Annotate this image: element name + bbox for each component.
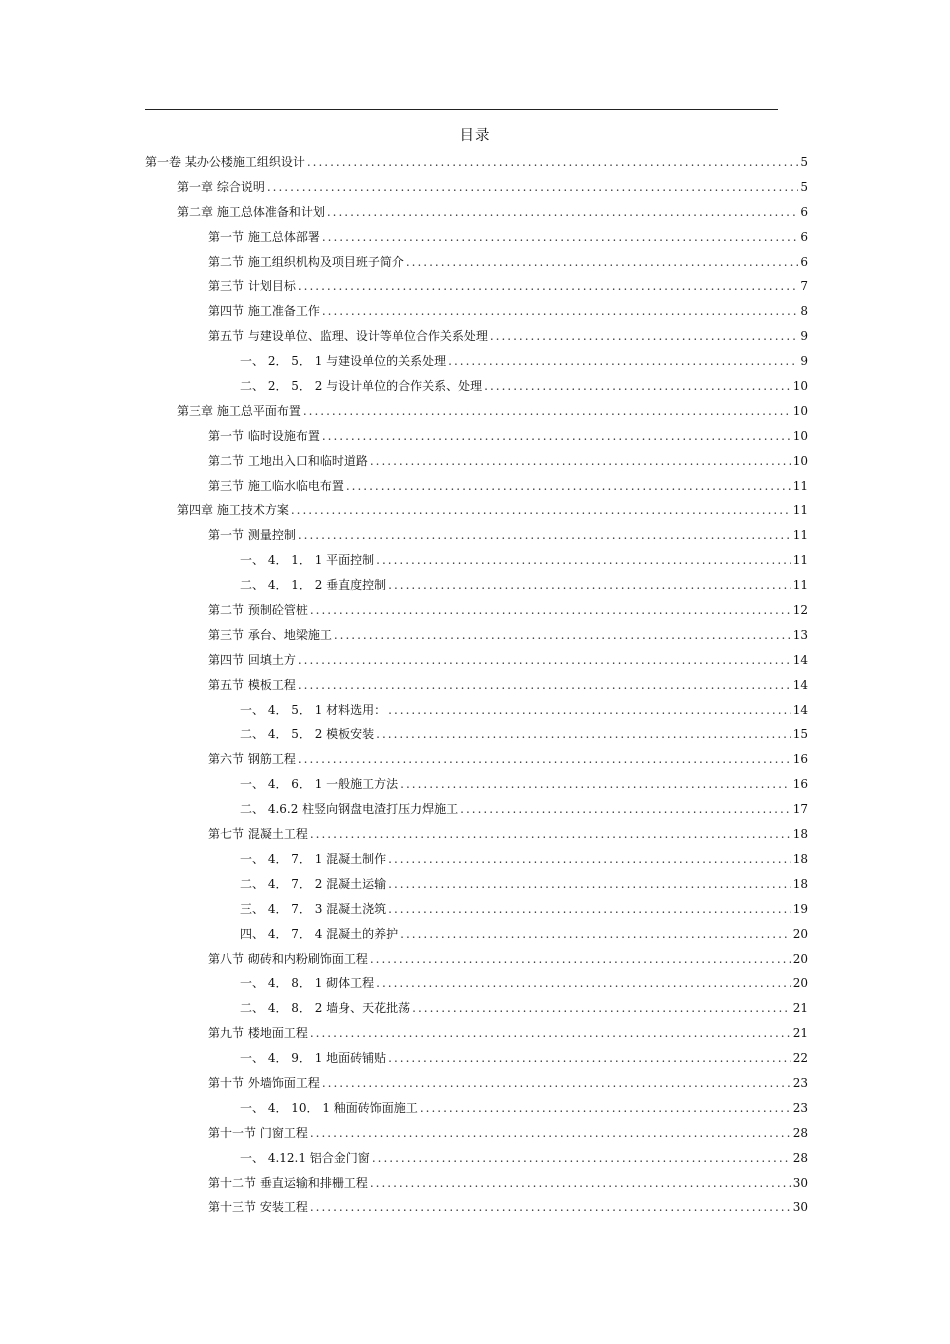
toc-entry-page: 11 bbox=[792, 503, 808, 518]
toc-entry[interactable] bbox=[0, 299, 950, 324]
toc-entry-page: 6 bbox=[800, 254, 808, 269]
toc-entry[interactable] bbox=[0, 225, 950, 250]
toc-entry[interactable] bbox=[0, 872, 950, 897]
toc-entry-page: 17 bbox=[792, 802, 808, 817]
toc-entry-label: 二、 4． 8． 2 墙身、天花批荡 bbox=[240, 1001, 411, 1016]
toc-entry[interactable] bbox=[0, 548, 950, 573]
toc-entry[interactable] bbox=[0, 374, 950, 399]
toc-entry-label: 第三章 施工总平面布置 bbox=[177, 403, 301, 418]
toc-entry-label: 第七节 混凝土工程 bbox=[208, 827, 308, 842]
toc-entry-page: 11 bbox=[792, 578, 808, 593]
dot-leader bbox=[370, 449, 791, 474]
toc-entry-label: 第一节 施工总体部署 bbox=[208, 229, 320, 244]
toc-entry-label: 第五节 模板工程 bbox=[208, 677, 296, 692]
toc-entry[interactable] bbox=[0, 971, 950, 996]
toc-entry-page: 9 bbox=[800, 354, 808, 369]
toc-entry-page: 23 bbox=[792, 1075, 808, 1090]
toc-entry-page: 14 bbox=[792, 702, 808, 717]
toc-entry[interactable] bbox=[0, 772, 950, 797]
toc-entry-label: 第八节 砌砖和内粉刷饰面工程 bbox=[208, 951, 368, 966]
toc-entry-label: 第二章 施工总体准备和计划 bbox=[177, 204, 325, 219]
toc-entry[interactable] bbox=[0, 274, 950, 299]
toc-entry-page: 21 bbox=[792, 1026, 808, 1041]
toc-entry-label: 第一卷 某办公楼施工组织设计 bbox=[145, 155, 305, 169]
dot-leader bbox=[406, 250, 798, 275]
toc-entry-label: 一、 4． 1． 1 平面控制 bbox=[240, 553, 375, 568]
toc-entry-label: 第六节 钢筋工程 bbox=[208, 752, 296, 767]
dot-leader bbox=[388, 872, 791, 897]
toc-entry-page: 16 bbox=[792, 752, 808, 767]
toc-entry[interactable] bbox=[0, 747, 950, 772]
dot-leader bbox=[327, 200, 798, 225]
toc-entry-label: 第四节 回填土方 bbox=[208, 652, 296, 667]
toc-entry-page: 19 bbox=[792, 901, 808, 916]
toc-entry[interactable] bbox=[0, 498, 950, 523]
dot-leader bbox=[298, 523, 791, 548]
dot-leader bbox=[322, 424, 791, 449]
toc-entry[interactable] bbox=[0, 673, 950, 698]
dot-leader bbox=[370, 947, 791, 972]
dot-leader bbox=[298, 673, 791, 698]
dot-leader bbox=[376, 548, 791, 573]
toc-entry-label: 一、 4． 10． 1 釉面砖饰面施工 bbox=[240, 1100, 418, 1115]
dot-leader bbox=[412, 996, 791, 1021]
dot-leader bbox=[322, 299, 798, 324]
toc-entry[interactable] bbox=[0, 722, 950, 747]
toc-entry[interactable] bbox=[0, 797, 950, 822]
toc-entry-label: 二、 4． 1． 2 垂直度控制 bbox=[240, 578, 387, 593]
toc-entry-page: 30 bbox=[792, 1175, 808, 1190]
toc-entry-label: 第一章 综合说明 bbox=[177, 179, 265, 194]
table-of-contents bbox=[0, 150, 950, 1220]
toc-entry-label: 二、 4.6.2 柱竖向钢盘电渣打压力焊施工 bbox=[240, 802, 459, 817]
toc-entry[interactable] bbox=[0, 698, 950, 723]
toc-entry-label: 第五节 与建设单位、监理、设计等单位合作关系处理 bbox=[208, 329, 488, 344]
toc-entry[interactable] bbox=[0, 324, 950, 349]
dot-leader bbox=[400, 922, 791, 947]
toc-entry[interactable] bbox=[0, 623, 950, 648]
dot-leader bbox=[346, 474, 791, 499]
toc-entry[interactable] bbox=[0, 523, 950, 548]
toc-entry[interactable] bbox=[0, 648, 950, 673]
toc-entry[interactable] bbox=[0, 1021, 950, 1046]
toc-entry-page: 6 bbox=[800, 229, 808, 244]
dot-leader bbox=[420, 1096, 791, 1121]
toc-entry-label: 一、 4． 6． 1 一般施工方法 bbox=[240, 777, 399, 792]
dot-leader bbox=[298, 274, 798, 299]
toc-entry-label: 第十三节 安装工程 bbox=[208, 1200, 308, 1215]
dot-leader bbox=[291, 498, 791, 523]
toc-entry-label: 第三节 计划目标 bbox=[208, 279, 296, 294]
toc-entry-label: 一、 4.12.1 铝合金门窗 bbox=[240, 1150, 370, 1165]
dot-leader bbox=[484, 374, 791, 399]
toc-entry-label: 二、 4． 5． 2 模板安装 bbox=[240, 727, 375, 742]
toc-entry-page: 28 bbox=[792, 1125, 808, 1140]
toc-entry-page: 23 bbox=[792, 1100, 808, 1115]
toc-entry-label: 第三节 承台、地梁施工 bbox=[208, 627, 332, 642]
dot-leader bbox=[388, 897, 791, 922]
toc-entry-label: 三、 4． 7． 3 混凝土浇筑 bbox=[240, 901, 387, 916]
toc-entry-page: 11 bbox=[792, 528, 808, 543]
toc-entry[interactable] bbox=[0, 822, 950, 847]
toc-entry[interactable] bbox=[0, 1195, 950, 1220]
toc-entry[interactable] bbox=[0, 424, 950, 449]
toc-entry-label: 第二节 施工组织机构及项目班子简介 bbox=[208, 254, 404, 269]
toc-entry-page: 28 bbox=[792, 1150, 808, 1165]
toc-entry-label: 第二节 预制砼管桩 bbox=[208, 603, 308, 618]
dot-leader bbox=[334, 623, 791, 648]
toc-entry-label: 二、 4． 7． 2 混凝土运输 bbox=[240, 876, 387, 891]
dot-leader bbox=[310, 1021, 791, 1046]
toc-entry-page: 10 bbox=[792, 428, 808, 443]
dot-leader bbox=[376, 971, 791, 996]
toc-entry-page: 18 bbox=[792, 876, 808, 891]
toc-entry-label: 第四章 施工技术方案 bbox=[177, 503, 289, 518]
toc-entry-label: 第一节 临时设施布置 bbox=[208, 428, 320, 443]
toc-entry-label: 第十二节 垂直运输和排栅工程 bbox=[208, 1175, 368, 1190]
toc-entry-page: 13 bbox=[792, 627, 808, 642]
toc-entry[interactable] bbox=[0, 996, 950, 1021]
toc-entry-page: 16 bbox=[792, 777, 808, 792]
toc-entry-label: 二、 2． 5． 2 与设计单位的合作关系、处理 bbox=[240, 379, 483, 394]
toc-entry-page: 11 bbox=[792, 553, 808, 568]
toc-entry-label: 第十一节 门窗工程 bbox=[208, 1125, 308, 1140]
header-rule bbox=[145, 109, 778, 110]
dot-leader bbox=[370, 1171, 791, 1196]
toc-entry-page: 18 bbox=[792, 851, 808, 866]
toc-entry-label: 第十节 外墙饰面工程 bbox=[208, 1075, 320, 1090]
dot-leader bbox=[310, 1195, 791, 1220]
dot-leader bbox=[307, 150, 798, 175]
toc-entry-label: 一、 4． 8． 1 砌体工程 bbox=[240, 976, 375, 991]
dot-leader bbox=[303, 399, 791, 424]
toc-entry-page: 12 bbox=[792, 603, 808, 618]
toc-entry[interactable] bbox=[0, 573, 950, 598]
toc-entry-page: 21 bbox=[792, 1001, 808, 1016]
toc-entry-label: 第九节 楼地面工程 bbox=[208, 1026, 308, 1041]
dot-leader bbox=[310, 1121, 791, 1146]
toc-entry-page: 20 bbox=[792, 976, 808, 991]
dot-leader bbox=[388, 698, 791, 723]
toc-entry[interactable] bbox=[0, 947, 950, 972]
toc-entry-page: 20 bbox=[792, 926, 808, 941]
toc-entry-label: 一、 2． 5． 1 与建设单位的关系处理 bbox=[240, 354, 447, 369]
toc-entry-page: 20 bbox=[792, 951, 808, 966]
toc-entry-page: 14 bbox=[792, 677, 808, 692]
toc-entry-label: 四、 4． 7． 4 混凝土的养护 bbox=[240, 926, 399, 941]
toc-entry-label: 第四节 施工准备工作 bbox=[208, 304, 320, 319]
dot-leader bbox=[460, 797, 791, 822]
toc-entry[interactable] bbox=[0, 922, 950, 947]
toc-entry[interactable] bbox=[0, 847, 950, 872]
toc-entry[interactable] bbox=[0, 1171, 950, 1196]
toc-entry-page: 6 bbox=[800, 204, 808, 219]
toc-entry-label: 第一节 测量控制 bbox=[208, 528, 296, 543]
toc-entry[interactable] bbox=[0, 1146, 950, 1171]
dot-leader bbox=[448, 349, 798, 374]
toc-entry[interactable] bbox=[0, 474, 950, 499]
toc-title: 目录 bbox=[459, 128, 491, 144]
dot-leader bbox=[388, 1046, 791, 1071]
dot-leader bbox=[322, 225, 798, 250]
toc-entry-page: 10 bbox=[792, 453, 808, 468]
toc-entry-page: 8 bbox=[800, 304, 808, 319]
toc-entry-page: 18 bbox=[792, 827, 808, 842]
dot-leader bbox=[310, 598, 791, 623]
toc-entry-page: 10 bbox=[792, 379, 808, 394]
toc-entry-page: 22 bbox=[792, 1051, 808, 1066]
dot-leader bbox=[388, 573, 791, 598]
toc-entry-label: 第二节 工地出入口和临时道路 bbox=[208, 453, 368, 468]
dot-leader bbox=[322, 1071, 791, 1096]
toc-entry-label: 一、 4． 7． 1 混凝土制作 bbox=[240, 851, 387, 866]
toc-entry-page: 7 bbox=[800, 279, 808, 294]
dot-leader bbox=[267, 175, 798, 200]
dot-leader bbox=[298, 747, 791, 772]
toc-entry-label: 第三节 施工临水临电布置 bbox=[208, 478, 344, 493]
toc-entry[interactable] bbox=[0, 598, 950, 623]
toc-entry[interactable] bbox=[0, 1121, 950, 1146]
toc-entry-label: 一、 4． 9． 1 地面砖铺贴 bbox=[240, 1051, 387, 1066]
toc-entry[interactable] bbox=[0, 897, 950, 922]
toc-entry[interactable] bbox=[0, 1046, 950, 1071]
toc-entry-page: 5 bbox=[800, 155, 808, 169]
dot-leader bbox=[400, 772, 791, 797]
toc-entry[interactable] bbox=[0, 150, 950, 175]
dot-leader bbox=[388, 847, 791, 872]
toc-entry-page: 11 bbox=[792, 478, 808, 493]
toc-entry[interactable] bbox=[0, 449, 950, 474]
toc-entry-page: 14 bbox=[792, 652, 808, 667]
toc-entry[interactable] bbox=[0, 1096, 950, 1121]
toc-entry-page: 10 bbox=[792, 403, 808, 418]
toc-entry-page: 30 bbox=[792, 1200, 808, 1215]
toc-entry[interactable] bbox=[0, 200, 950, 225]
dot-leader bbox=[376, 722, 791, 747]
toc-entry-page: 15 bbox=[792, 727, 808, 742]
dot-leader bbox=[372, 1146, 791, 1171]
toc-entry-label: 一、 4． 5． 1 材料选用： bbox=[240, 702, 387, 717]
dot-leader bbox=[490, 324, 798, 349]
toc-entry[interactable] bbox=[0, 349, 950, 374]
toc-entry[interactable] bbox=[0, 250, 950, 275]
toc-entry-page: 5 bbox=[800, 179, 808, 194]
dot-leader bbox=[310, 822, 791, 847]
toc-entry[interactable] bbox=[0, 175, 950, 200]
toc-entry[interactable] bbox=[0, 399, 950, 424]
toc-entry-page: 9 bbox=[800, 329, 808, 344]
toc-entry[interactable] bbox=[0, 1071, 950, 1096]
dot-leader bbox=[298, 648, 791, 673]
